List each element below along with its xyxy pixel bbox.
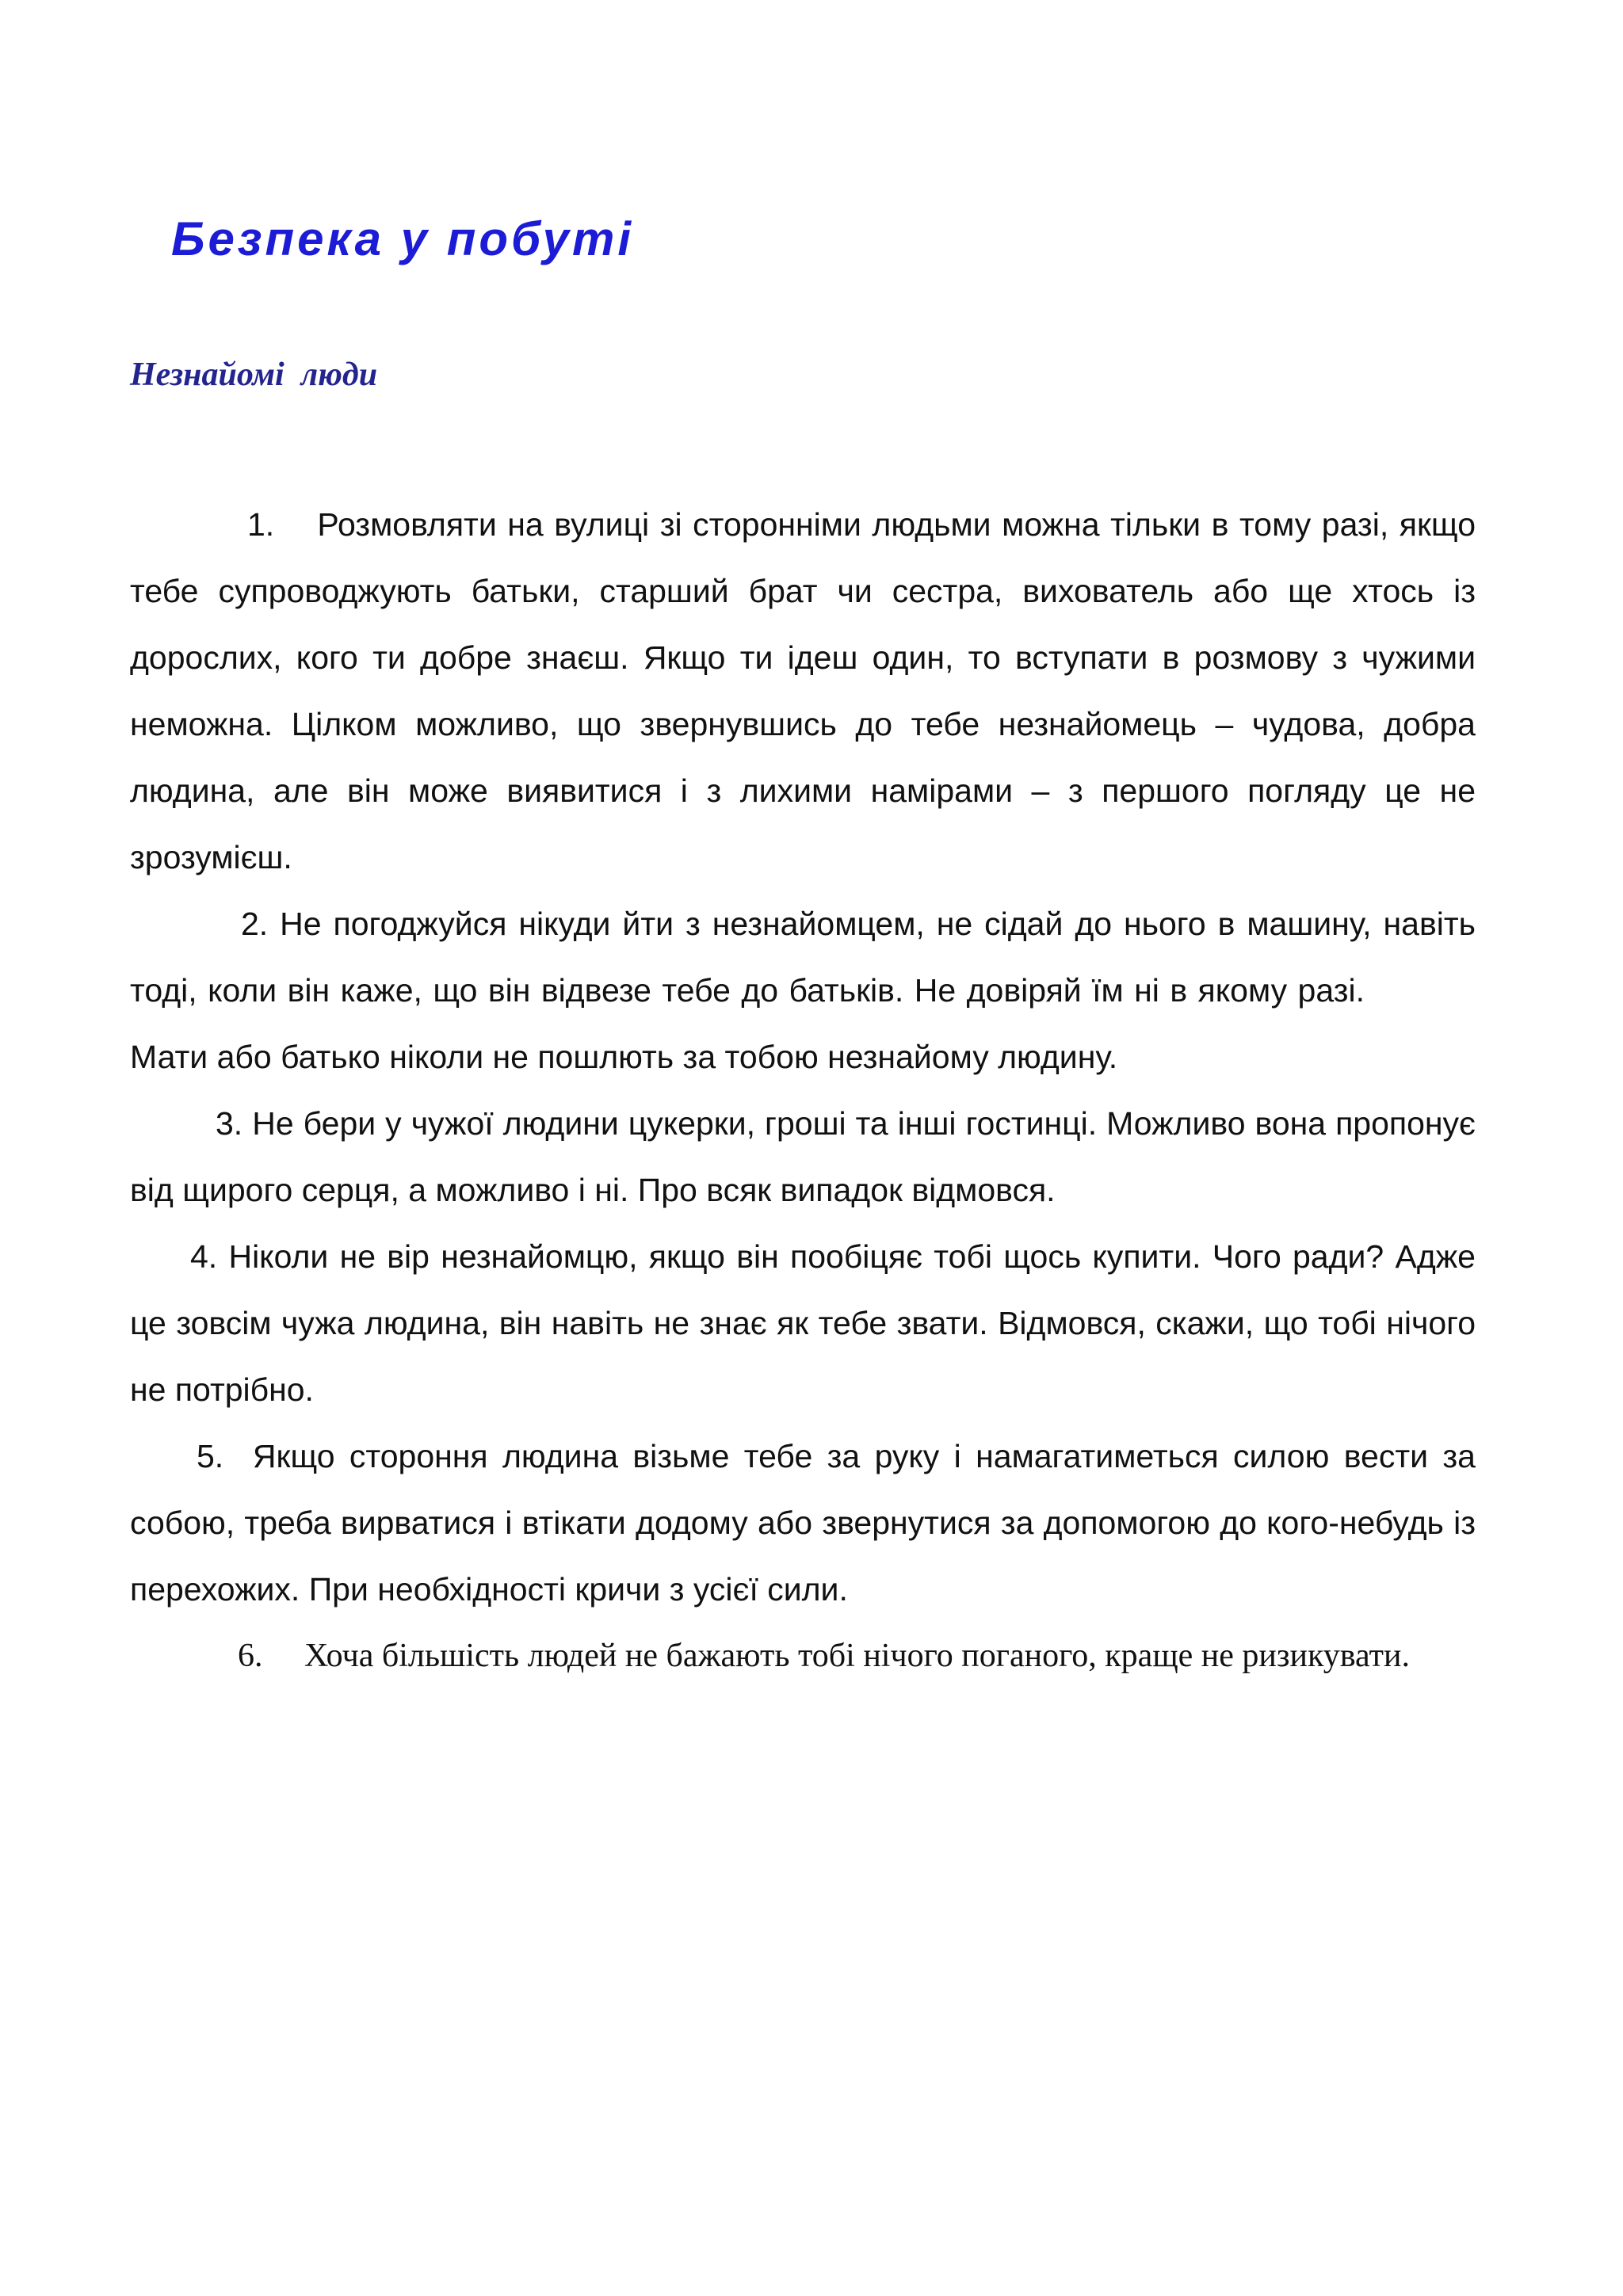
list-item bbox=[130, 1623, 1476, 1689]
item-number: 3. bbox=[216, 1105, 243, 1142]
list-item bbox=[130, 491, 1476, 891]
item-text: Ніколи не вір незнайомцю, якщо він пообіцяє тобі щось купити. Чого ради? Адже це зовсім чужа людина, він навіть не знає як тебе звати. Відмовся, скажи, що тобі нічого не потрібно. bbox=[130, 1238, 1476, 1408]
item-number: 4. bbox=[190, 1238, 218, 1275]
list-item bbox=[130, 1423, 1476, 1623]
section-subtitle: Незнайомі люди bbox=[130, 357, 378, 393]
document-body bbox=[130, 491, 1476, 1689]
item-text: Не бери у чужої людини цукерки, гроші та інші гостинці. Можливо вона пропонує від щирого серця, а можливо і ні. Про всяк випадок відмовся. bbox=[130, 1105, 1476, 1208]
item-text: Якщо стороння людина візьме тебе за руку і намагатиметься силою вести за собою, треба вирватися і втікати додому або звернутися за допомогою до кого-небудь із перехожих. При необхідності кричи з усієї сили. bbox=[130, 1438, 1476, 1608]
item-number: 5. bbox=[197, 1438, 224, 1474]
list-item bbox=[130, 1223, 1476, 1423]
item-text: Хоча більшість людей не бажають тобі нічого поганого, краще не ризикувати. bbox=[304, 1638, 1410, 1674]
item-text: Розмовляти на вулиці зі сторонніми людьми можна тільки в тому разі, якщо тебе супроводжують батьки, старший брат чи сестра, вихователь або ще хтось із дорослих, кого ти добре знаєш. Якщо ти ідеш один, то вступати в розмову з чужими неможна. Цілком можливо, що звернувшись до тебе незнайомець – чудова, добра людина, але він може виявитися і з лихими намірами – з першого погляду це не зрозумієш. bbox=[130, 506, 1476, 875]
item-number: 6. bbox=[238, 1638, 263, 1674]
item-text: Не погоджуйся нікуди йти з незнайомцем, не сідай до нього в машину, навіть тоді, коли він каже, що він відвезе тебе до батьків. Не довіряй їм ні в якому разі. bbox=[130, 906, 1476, 1009]
item-number: 1. bbox=[247, 506, 275, 543]
list-item bbox=[130, 891, 1476, 1090]
page-title: Безпека у побуті bbox=[171, 212, 635, 265]
item-number: 2. bbox=[241, 906, 269, 942]
list-item bbox=[130, 1090, 1476, 1223]
item-text-continued: Мати або батько ніколи не пошлють за тобою незнайому людину. bbox=[130, 1039, 1118, 1075]
